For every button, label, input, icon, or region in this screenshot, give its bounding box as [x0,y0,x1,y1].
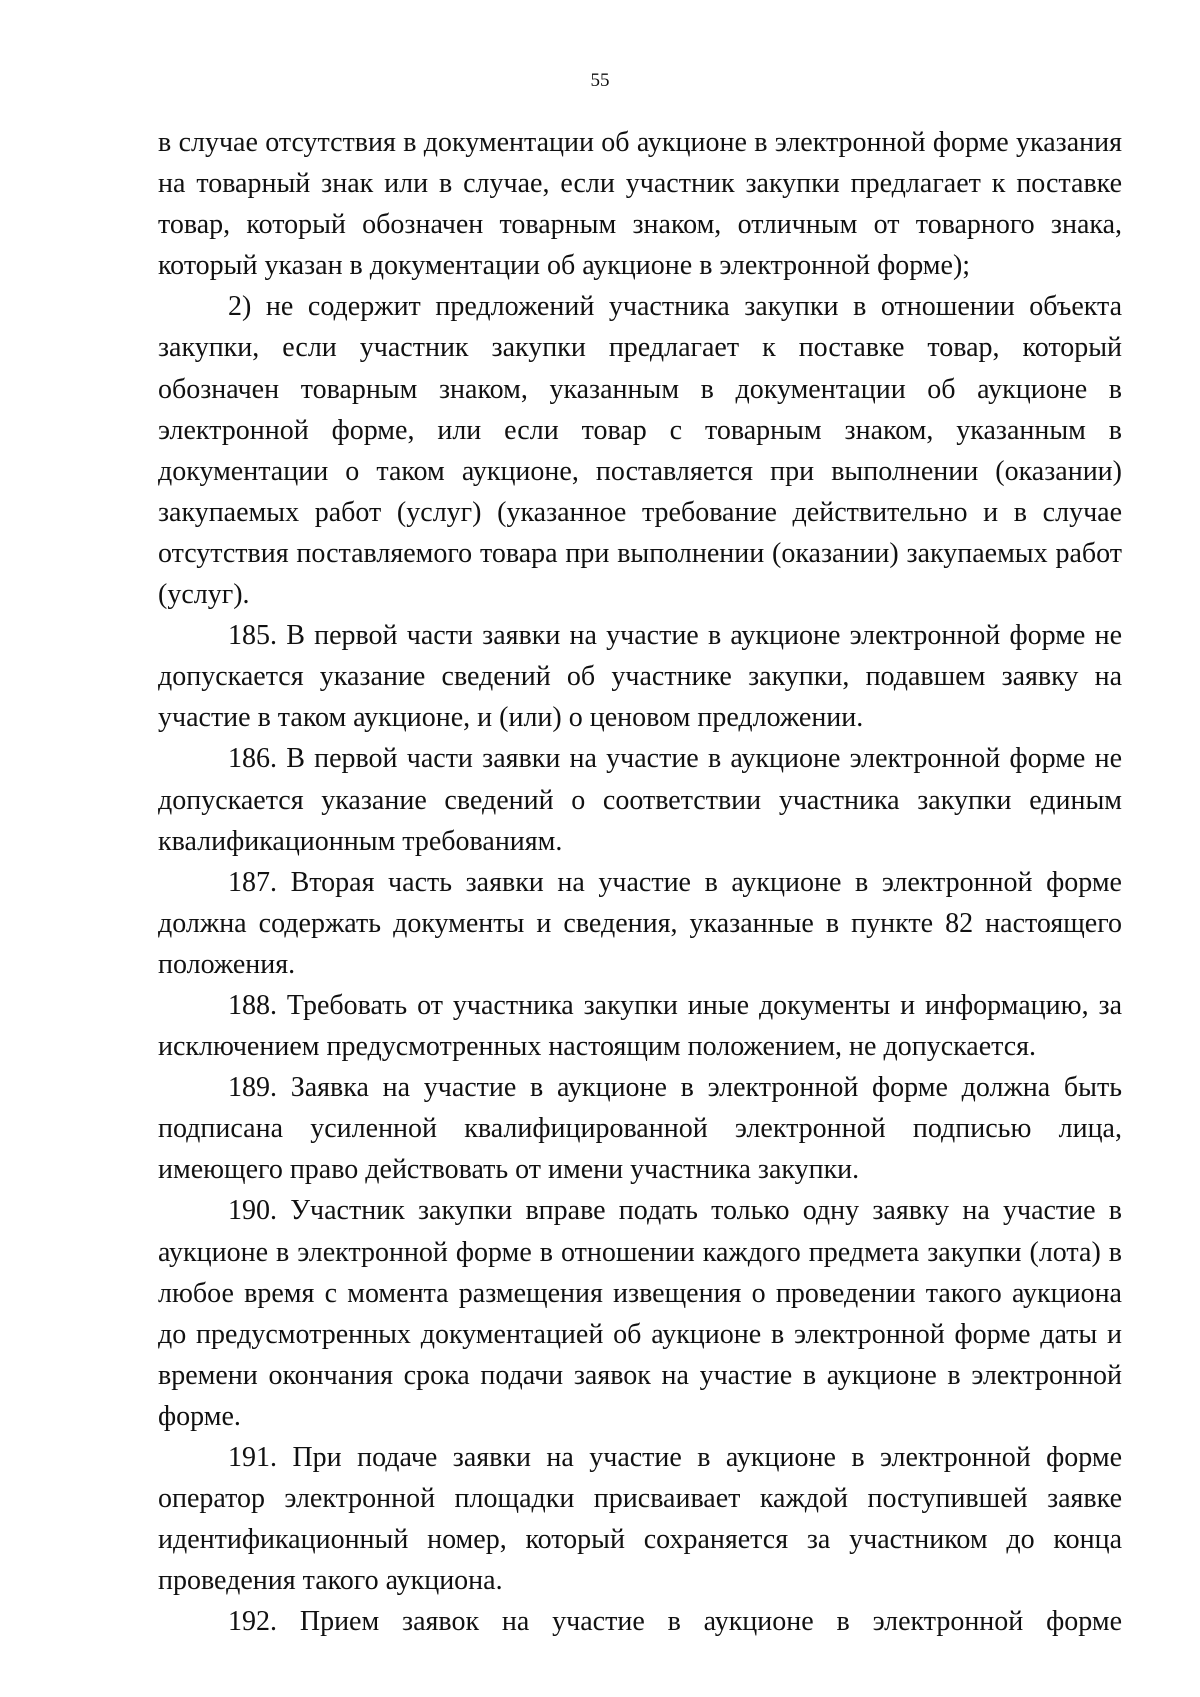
paragraph-192: 192. Прием заявок на участие в аукционе в электронной форме [228,1606,1122,1638]
paragraph-185: 185. В первой части заявки на участие в аукционе электронной форме не допускается указание сведений об участнике закупки, подавшем заявку на участие в таком аукционе, и (или) о ценовом предложении. [158,620,1122,734]
document-body [158,122,1122,1642]
paragraph-191: 191. При подаче заявки на участие в аукционе в электронной форме оператор электронной площадки присваивает каждой поступившей заявке идентификационный номер, который сохраняется за участником до конца проведения такого аукциона. [158,1442,1122,1597]
paragraph-187: 187. Вторая часть заявки на участие в аукционе в электронной форме должна содержать документы и сведения, указанные в пункте 82 настоящего положения. [158,866,1122,980]
paragraph-189: 189. Заявка на участие в аукционе в электронной форме должна быть подписана усиленной квалифицированной электронной подписью лица, имеющего право действовать от имени участника закупки. [158,1072,1122,1186]
paragraph-item-2: 2) не содержит предложений участника закупки в отношении объекта закупки, если участник закупки предлагает к поставке товар, который обозначен товарным знаком, указанным в документации об аукционе в электронной форме, или если товар с товарным знаком, указанным в документации о таком аукционе, поставляется при выполнении (оказании) закупаемых работ (услуг) (указанное требование действительно и в случае отсутствия поставляемого товара при выполнении (оказании) закупаемых работ (услуг). [158,291,1122,611]
paragraph-186: 186. В первой части заявки на участие в аукционе электронной форме не допускается указание сведений о соответствии участника закупки единым квалификационным требованиям. [158,743,1122,857]
paragraph-190: 190. Участник закупки вправе подать только одну заявку на участие в аукционе в электронной форме в отношении каждого предмета закупки (лота) в любое время с момента размещения извещения о проведении такого аукциона до предусмотренных документацией об аукционе в электронной форме даты и времени окончания срока подачи заявок на участие в аукционе в электронной форме. [158,1195,1122,1432]
paragraph-continuation: в случае отсутствия в документации об аукционе в электронной форме указания на товарный знак или в случае, если участник закупки предлагает к поставке товар, который обозначен товарным знаком, отличным от товарного знака, который указан в документации об аукционе в электронной форме); [158,127,1122,282]
page-number: 55 [590,70,610,91]
paragraph-188: 188. Требовать от участника закупки иные документы и информацию, за исключением предусмотренных настоящим положением, не допускается. [158,989,1122,1063]
